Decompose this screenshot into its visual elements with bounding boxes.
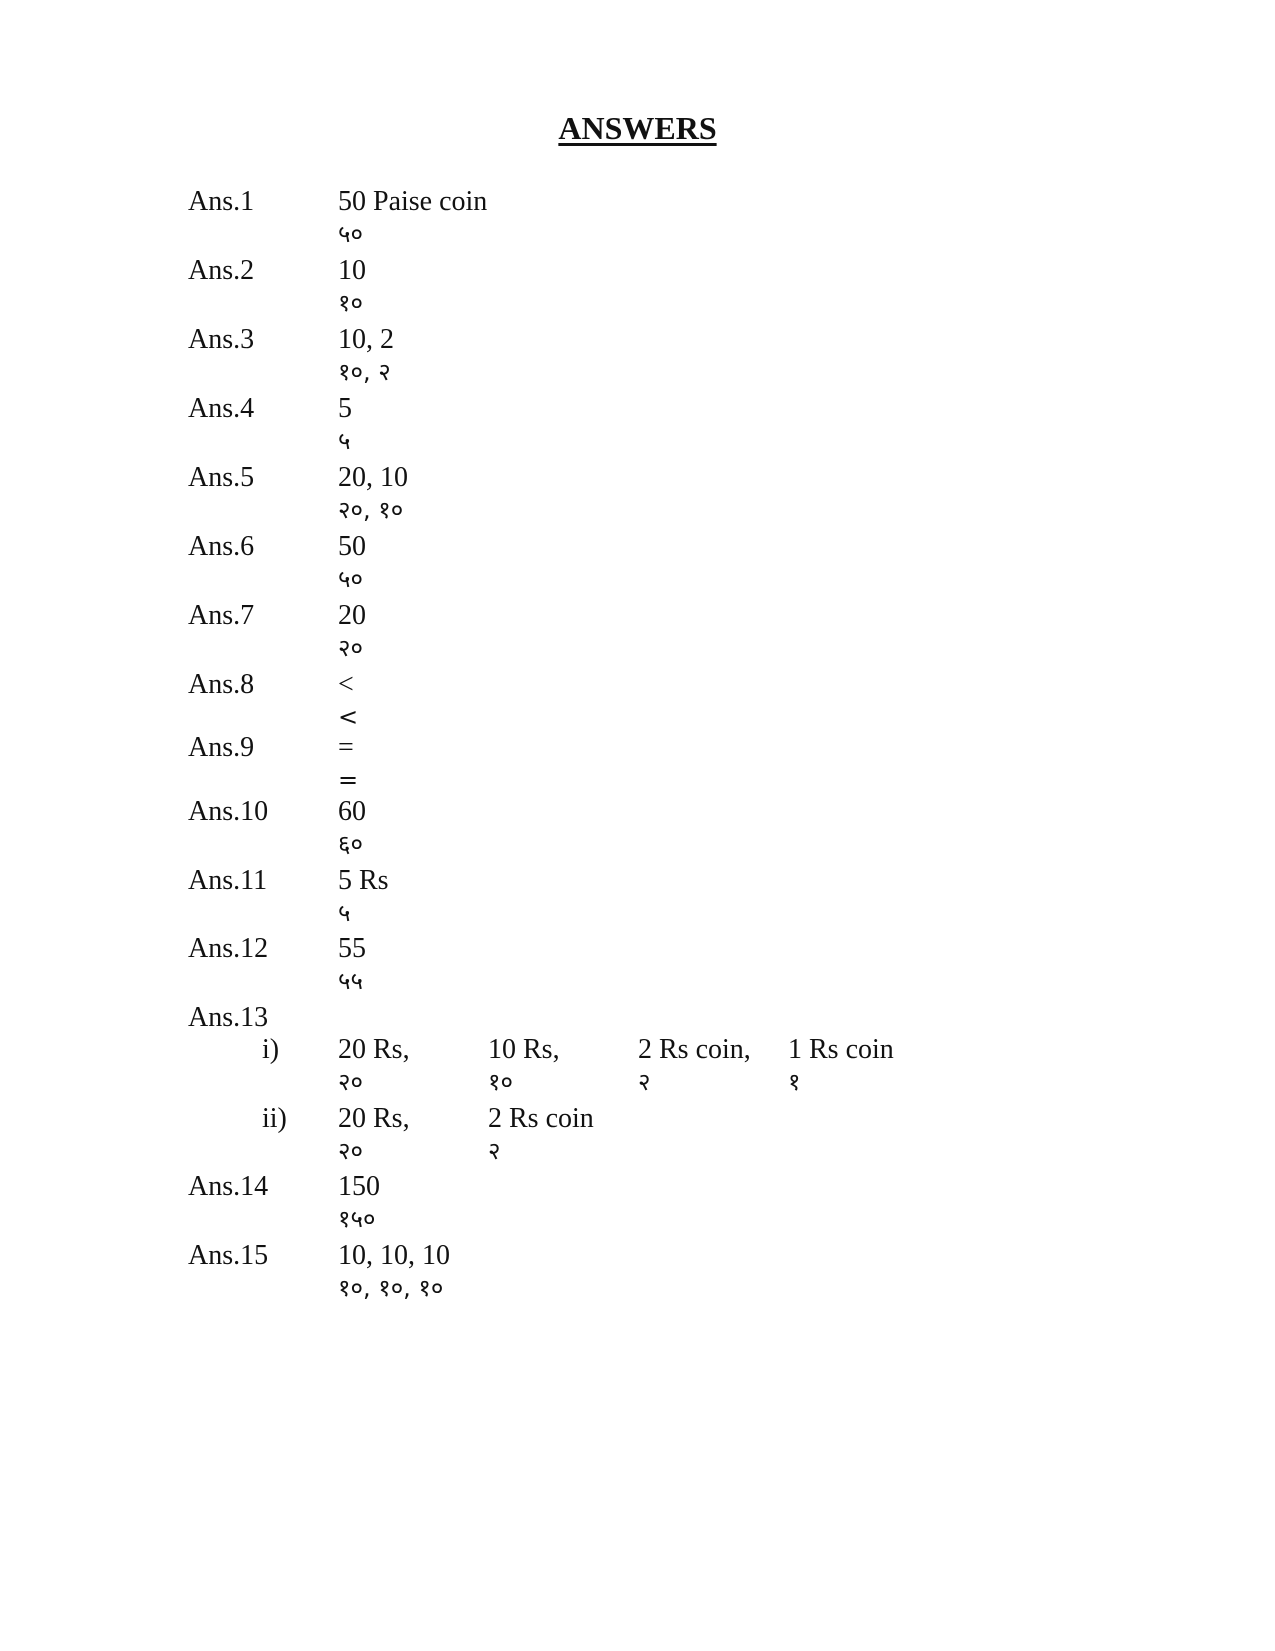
sub-answer-devanagari: २	[638, 1068, 651, 1096]
sub-answer-value: 20 Rs,	[338, 1103, 410, 1134]
sub-answer-devanagari: १०	[488, 1068, 513, 1096]
answer-label: Ans.4	[188, 393, 255, 424]
answer-value: 55	[338, 933, 366, 964]
sub-answer-value: 2 Rs coin	[488, 1103, 594, 1134]
answer-devanagari: २०	[338, 634, 363, 662]
answer-devanagari: =	[338, 766, 359, 794]
sub-answer-devanagari: २	[488, 1137, 501, 1165]
answer-value: 10, 2	[338, 324, 394, 355]
sub-answer-value: 20 Rs,	[338, 1034, 410, 1065]
answer-devanagari: ६०	[338, 830, 363, 858]
answer-value: =	[338, 732, 354, 763]
answer-value: 50 Paise coin	[338, 186, 488, 217]
answer-label: Ans.6	[188, 531, 255, 562]
sub-answer-devanagari: २०	[338, 1068, 363, 1096]
answer-devanagari: १०	[338, 289, 363, 317]
answer-label: Ans.12	[188, 933, 269, 964]
page-title: ANSWERS	[558, 110, 717, 146]
answer-value: 50	[338, 531, 366, 562]
answer-devanagari: १५०	[338, 1205, 376, 1233]
sub-answer-value: 2 Rs coin,	[638, 1034, 751, 1065]
answer-devanagari: १०, २	[338, 358, 391, 386]
answer-devanagari: ५०	[338, 220, 363, 248]
answer-devanagari: ५	[338, 899, 351, 927]
answer-devanagari: <	[338, 703, 359, 731]
answer-devanagari: ५०	[338, 565, 363, 593]
answer-value: 20, 10	[338, 462, 408, 493]
answer-label: Ans.14	[188, 1171, 269, 1202]
answer-label: Ans.5	[188, 462, 255, 493]
answer-label: Ans.8	[188, 669, 255, 700]
answer-label: Ans.1	[188, 186, 255, 217]
answer-value: <	[338, 669, 354, 700]
answer-label: Ans.3	[188, 324, 255, 355]
answer-label: Ans.15	[188, 1240, 269, 1271]
sub-answer-label: ii)	[262, 1103, 287, 1134]
answer-value: 10	[338, 255, 366, 286]
answer-value: 60	[338, 796, 366, 827]
sub-answer-label: i)	[262, 1034, 280, 1065]
answer-devanagari: १०, १०, १०	[338, 1274, 444, 1302]
answer-devanagari: २०, १०	[338, 496, 404, 524]
answer-label: Ans.9	[188, 732, 255, 763]
sub-answer-value: 1 Rs coin	[788, 1034, 894, 1065]
sub-answer-devanagari: १	[788, 1068, 801, 1096]
answer-value: 150	[338, 1171, 380, 1202]
answer-value: 20	[338, 600, 366, 631]
answer-label: Ans.7	[188, 600, 255, 631]
sub-answer-devanagari: २०	[338, 1137, 363, 1165]
answer-devanagari: ५	[338, 427, 351, 455]
answer-value: 5	[338, 393, 352, 424]
answer-devanagari: ५५	[338, 967, 363, 995]
sub-answer-value: 10 Rs,	[488, 1034, 560, 1065]
answer-label: Ans.2	[188, 255, 255, 286]
answer-label: Ans.10	[188, 796, 269, 827]
answer-value: 10, 10, 10	[338, 1240, 450, 1271]
answer-value: 5 Rs	[338, 865, 389, 896]
answer-label: Ans.13	[188, 1002, 269, 1033]
answer-label: Ans.11	[188, 865, 268, 896]
